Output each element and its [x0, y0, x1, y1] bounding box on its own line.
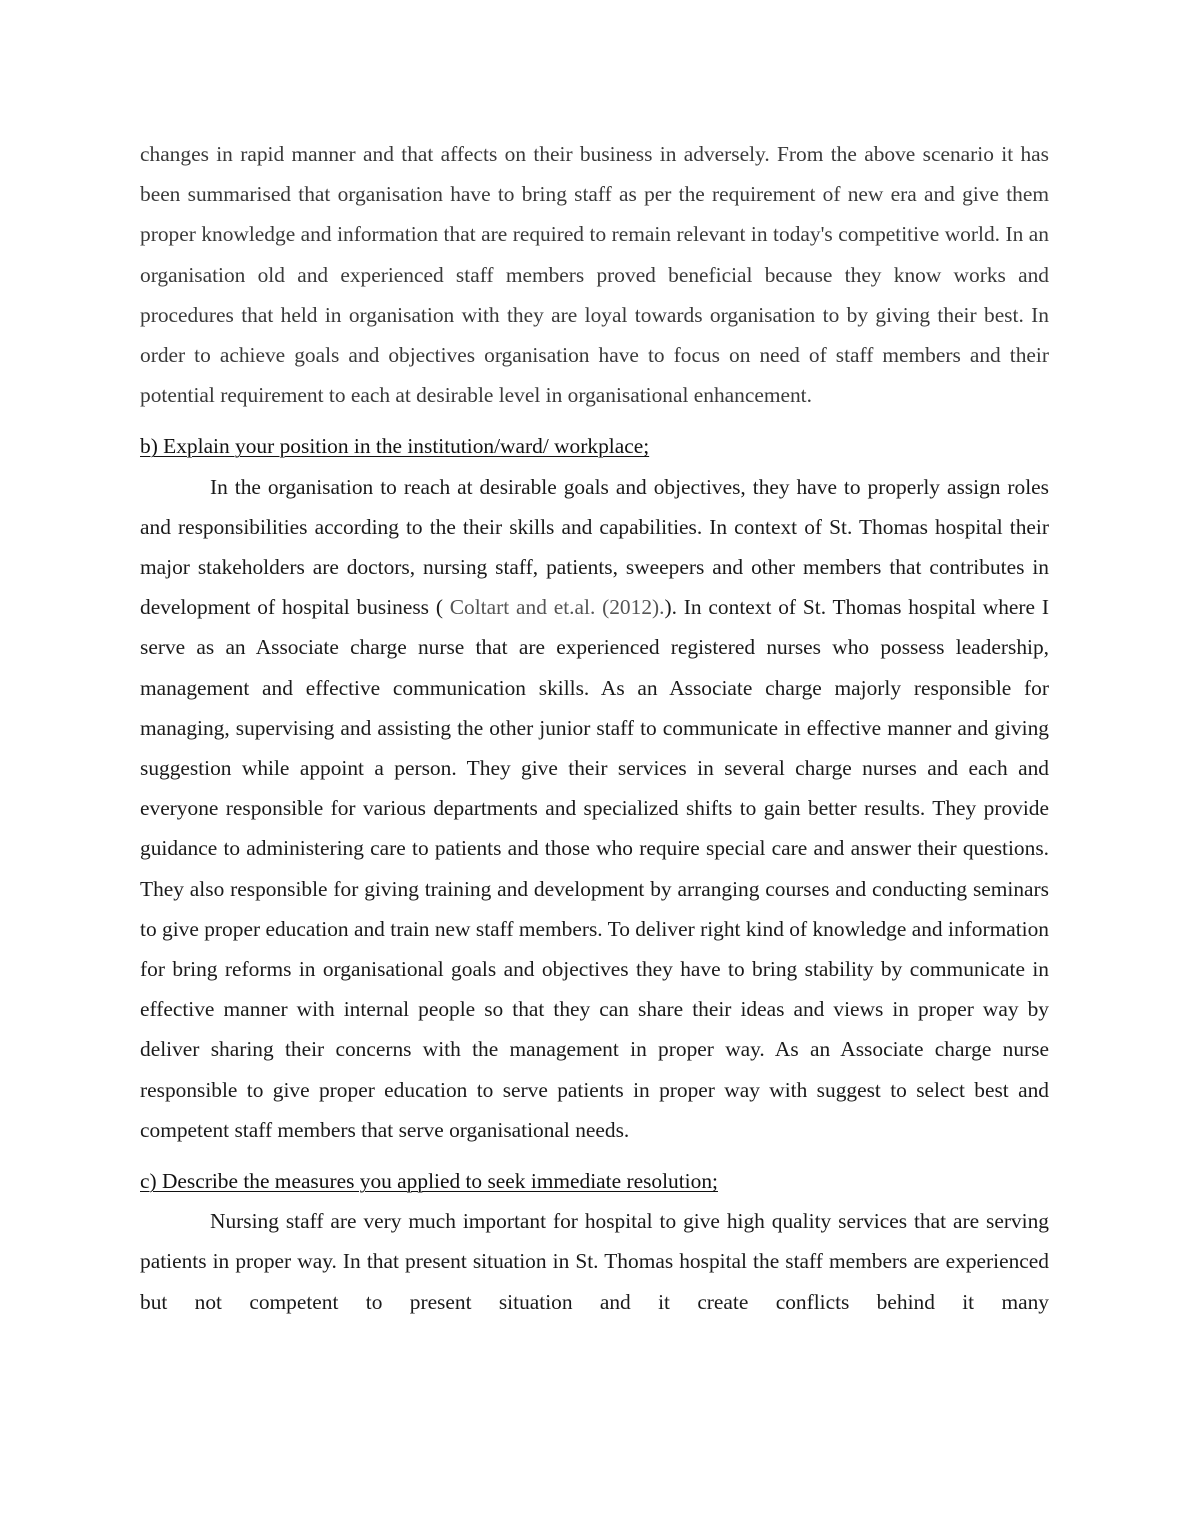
- section-c-heading: c) Describe the measures you applied to seek immediate resolution;: [140, 1169, 718, 1194]
- section-b-paragraph: [140, 467, 1049, 1150]
- document-page: [140, 134, 1049, 1322]
- citation: Coltart and et.al. (2012).: [449, 595, 665, 620]
- intro-paragraph: changes in rapid manner and that affects on their business in adversely. From the above scenario it has been summarised that organisation have to bring staff as per the requirement of new era and give them proper knowledge and information that are required to remain relevant in today's competitive world. In an organisation old and experienced staff members proved beneficial because they know works and procedures that held in organisation with they are loyal towards organisation to by giving their best. In order to achieve goals and objectives organisation have to focus on need of staff members and their potential requirement to each at desirable level in organisational enhancement.: [140, 142, 1049, 408]
- section-b-heading: b) Explain your position in the institution/ward/ workplace;: [140, 434, 650, 459]
- section-b-text-part1: In the organisation to reach at desirable goals and objectives, they have to properly assign roles and responsibilities according to the their skills and capabilities. In context of St. Thomas hospital their major stakeholders are doctors, nursing staff, patients, sweepers and other members that contributes in development of hospital business (: [140, 474, 1049, 620]
- section-b-text-part2: ). In context of St. Thomas hospital where I serve as an Associate charge nurse that are experienced registered nurses who possess leadership, management and effective communication skills. As an Associate charge majorly responsible for managing, supervising and assisting the other junior staff to communicate in effective manner and giving suggestion while appoint a person. They give their services in several charge nurses and each and everyone responsible for various departments and specialized shifts to gain better results. They provide guidance to administering care to patients and those who require special care and answer their questions. They also responsible for giving training and development by arranging courses and conducting seminars to give proper education and train new staff members. To deliver right kind of knowledge and information for bring reforms in organisational goals and objectives they have to bring stability by communicate in effective manner with internal people so that they can share their ideas and views in proper way by deliver sharing their concerns with the management in proper way. As an Associate charge nurse responsible to give proper education to serve patients in proper way with suggest to select best and competent staff members that serve organisational needs.: [140, 595, 1049, 1142]
- section-c-paragraph: Nursing staff are very much important for hospital to give high quality services that are serving patients in proper way. In that present situation in St. Thomas hospital the staff members are experienced but not competent to present situation and it create conflicts behind it many: [140, 1209, 1049, 1314]
